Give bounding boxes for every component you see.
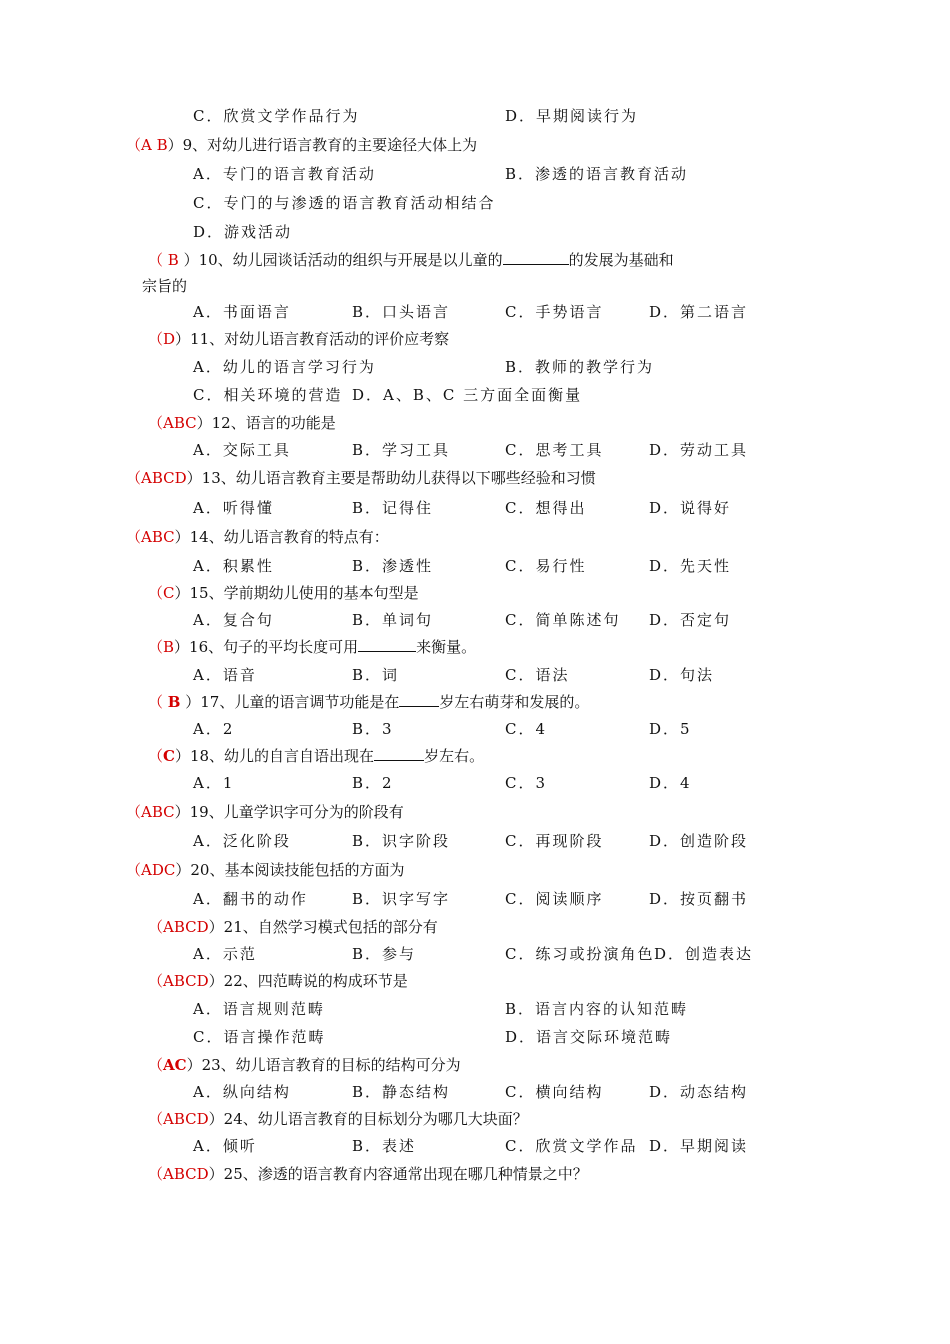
question-text-cont: 岁左右萌芽和发展的。 — [439, 693, 590, 711]
answer-key: A B — [141, 136, 168, 154]
answer-key: C — [163, 584, 175, 602]
option-a: A．书面语言 — [193, 303, 291, 321]
question-25 — [148, 1164, 588, 1184]
option-b: B．单词句 — [352, 611, 434, 629]
answer-prefix: （ — [148, 584, 164, 602]
option-b: B．学习工具 — [352, 441, 451, 459]
answer-prefix: （ — [126, 136, 142, 154]
option-c: C．横向结构 — [505, 1083, 604, 1101]
question-text: ）19、儿童学识字可分为的阶段有 — [174, 803, 404, 821]
answer-key: ABC — [141, 803, 175, 821]
option-a: A．专门的语言教育活动 — [193, 165, 376, 183]
question-12 — [148, 413, 336, 433]
question-17 — [148, 692, 589, 712]
option-a: A．泛化阶段 — [193, 832, 291, 850]
option-d: D．按页翻书 — [649, 890, 749, 908]
question-text: ）10、幼儿园谈话活动的组织与开展是以儿童的 — [178, 251, 503, 269]
option-d: D．4 — [649, 774, 692, 792]
option-d: D．第二语言 — [649, 303, 749, 321]
option-d: D．说得好 — [649, 499, 732, 517]
option-b: B．渗透性 — [352, 557, 434, 575]
answer-key: AC — [163, 1056, 187, 1074]
answer-prefix: （ — [126, 861, 142, 879]
option-b: B．参与 — [352, 945, 417, 963]
question-text: ）25、渗透的语言教育内容通常出现在哪几种情景之中？ — [208, 1165, 588, 1183]
answer-prefix: （ — [148, 972, 164, 990]
question-text: ）11、对幼儿语言教育活动的评价应考察 — [175, 330, 450, 348]
option-c: C．阅读顺序 — [505, 890, 604, 908]
question-text: ）18、幼儿的自言自语出现在 — [174, 747, 375, 765]
question-text: ）20、基本阅读技能包括的方面为 — [175, 861, 405, 879]
question-text: ）16、句子的平均长度可用 — [174, 638, 359, 656]
answer-prefix: （ — [148, 1110, 164, 1128]
answer-prefix: （ — [148, 747, 164, 765]
option-d: D．创造表达 — [654, 945, 754, 963]
option-b: B．渗透的语言教育活动 — [505, 165, 689, 183]
option-d: D．早期阅读 — [649, 1137, 749, 1155]
option-b: B．口头语言 — [352, 303, 451, 321]
question-9 — [126, 135, 477, 155]
option-c: C．3 — [505, 774, 548, 792]
option-c: C．欣赏文学作品行为 — [193, 107, 360, 125]
answer-prefix: （ — [148, 1165, 164, 1183]
fill-blank — [358, 637, 416, 652]
question-text: ）22、四范畴说的构成环节是 — [208, 972, 408, 990]
question-18 — [148, 746, 484, 766]
answer-key: ABCD — [163, 972, 209, 990]
option-b: B．表述 — [352, 1137, 417, 1155]
option-a: A．积累性 — [193, 557, 274, 575]
option-b: B．识字写字 — [352, 890, 451, 908]
option-d: D．劳动工具 — [649, 441, 749, 459]
option-d: D．5 — [649, 720, 692, 738]
question-19 — [126, 802, 404, 822]
option-a: A．纵向结构 — [193, 1083, 291, 1101]
option-c: C．4 — [505, 720, 548, 738]
answer-prefix: （ — [148, 1056, 164, 1074]
option-a: A．幼儿的语言学习行为 — [193, 358, 376, 376]
question-14 — [126, 527, 389, 547]
option-a: A．语音 — [193, 666, 257, 684]
option-a: A．1 — [193, 774, 235, 792]
question-text-cont: 的发展为基础和 — [568, 251, 674, 269]
answer-key: ABCD — [163, 1110, 209, 1128]
answer-key: ADC — [141, 861, 176, 879]
question-text-cont: 岁左右。 — [424, 747, 485, 765]
question-20 — [126, 860, 404, 880]
option-b: B．词 — [352, 666, 400, 684]
answer-prefix: （ — [148, 638, 164, 656]
question-text: ）14、幼儿语言教育的特点有： — [174, 528, 389, 546]
question-16 — [148, 637, 476, 657]
option-a: A．听得懂 — [193, 499, 274, 517]
option-c: C．想得出 — [505, 499, 587, 517]
option-a: A．翻书的动作 — [193, 890, 308, 908]
option-a: A．复合句 — [193, 611, 274, 629]
question-text: ）21、自然学习模式包括的部分有 — [208, 918, 438, 936]
option-d: D．早期阅读行为 — [505, 107, 639, 125]
question-24 — [148, 1109, 528, 1129]
question-11 — [148, 329, 449, 349]
question-21 — [148, 917, 438, 937]
answer-prefix: （ — [148, 414, 164, 432]
answer-prefix: （ — [148, 330, 164, 348]
option-c: C．易行性 — [505, 557, 587, 575]
question-13 — [126, 468, 596, 488]
question-text: ）13、幼儿语言教育主要是帮助幼儿获得以下哪些经验和习惯 — [186, 469, 596, 487]
question-text: ）17、儿童的语言调节功能是在 — [180, 693, 400, 711]
option-a: A．交际工具 — [193, 441, 291, 459]
option-c: C．语法 — [505, 666, 570, 684]
question-text-cont: 来衡量。 — [416, 638, 477, 656]
option-c: C．练习或扮演角色 — [505, 945, 655, 963]
option-b: B．2 — [352, 774, 394, 792]
answer-prefix: （ — [148, 693, 168, 711]
question-text: ）12、语言的功能是 — [196, 414, 336, 432]
fill-blank — [374, 746, 424, 761]
question-10-continuation: 宗旨的 — [142, 277, 188, 295]
option-d: D．A、B、C 三方面全面衡量 — [352, 386, 583, 404]
option-b: B．语言内容的认知范畴 — [505, 1000, 689, 1018]
option-b: B．3 — [352, 720, 394, 738]
option-a: A．语言规则范畴 — [193, 1000, 325, 1018]
answer-prefix: （ — [148, 251, 168, 269]
fill-blank — [399, 692, 439, 707]
option-d: D．语言交际环境范畴 — [505, 1028, 673, 1046]
fill-blank — [503, 250, 569, 265]
answer-prefix: （ — [126, 803, 142, 821]
answer-key: ABC — [141, 528, 175, 546]
option-b: B．识字阶段 — [352, 832, 451, 850]
question-15 — [148, 583, 419, 603]
option-c: C．欣赏文学作品 — [505, 1137, 638, 1155]
question-23 — [148, 1055, 461, 1075]
option-c: C．语言操作范畴 — [193, 1028, 326, 1046]
option-b: B．教师的教学行为 — [505, 358, 655, 376]
option-c: C．简单陈述句 — [505, 611, 621, 629]
answer-key: B — [167, 693, 181, 711]
option-c: C．思考工具 — [505, 441, 604, 459]
option-c: C．手势语言 — [505, 303, 604, 321]
option-d: D．创造阶段 — [649, 832, 749, 850]
answer-prefix: （ — [126, 528, 142, 546]
option-d: D．句法 — [649, 666, 715, 684]
option-a: A．倾听 — [193, 1137, 257, 1155]
option-a: A．2 — [193, 720, 235, 738]
question-text: ）15、学前期幼儿使用的基本句型是 — [174, 584, 419, 602]
option-b: B．记得住 — [352, 499, 434, 517]
answer-key: ABCD — [141, 469, 187, 487]
answer-key: D — [163, 330, 176, 348]
answer-key: C — [163, 747, 175, 765]
option-c: C．相关环境的营造 — [193, 386, 343, 404]
answer-key: ABCD — [163, 1165, 209, 1183]
option-d: D．游戏活动 — [193, 223, 293, 241]
question-text: ）23、幼儿语言教育的目标的结构可分为 — [186, 1056, 461, 1074]
question-text: ）24、幼儿语言教育的目标划分为哪几大块面？ — [208, 1110, 528, 1128]
answer-key: ABCD — [163, 918, 209, 936]
answer-prefix: （ — [148, 918, 164, 936]
question-10 — [148, 250, 674, 270]
option-d: D．先天性 — [649, 557, 732, 575]
option-a: A．示范 — [193, 945, 257, 963]
answer-key: B — [163, 638, 175, 656]
answer-key: B — [167, 251, 179, 269]
option-c: C．专门的与渗透的语言教育活动相结合 — [193, 194, 496, 212]
question-22 — [148, 971, 408, 991]
answer-prefix: （ — [126, 469, 142, 487]
question-text: ）9、对幼儿进行语言教育的主要途径大体上为 — [167, 136, 478, 154]
option-d: D．动态结构 — [649, 1083, 749, 1101]
option-b: B．静态结构 — [352, 1083, 451, 1101]
answer-key: ABC — [163, 414, 197, 432]
option-d: D．否定句 — [649, 611, 732, 629]
option-c: C．再现阶段 — [505, 832, 604, 850]
